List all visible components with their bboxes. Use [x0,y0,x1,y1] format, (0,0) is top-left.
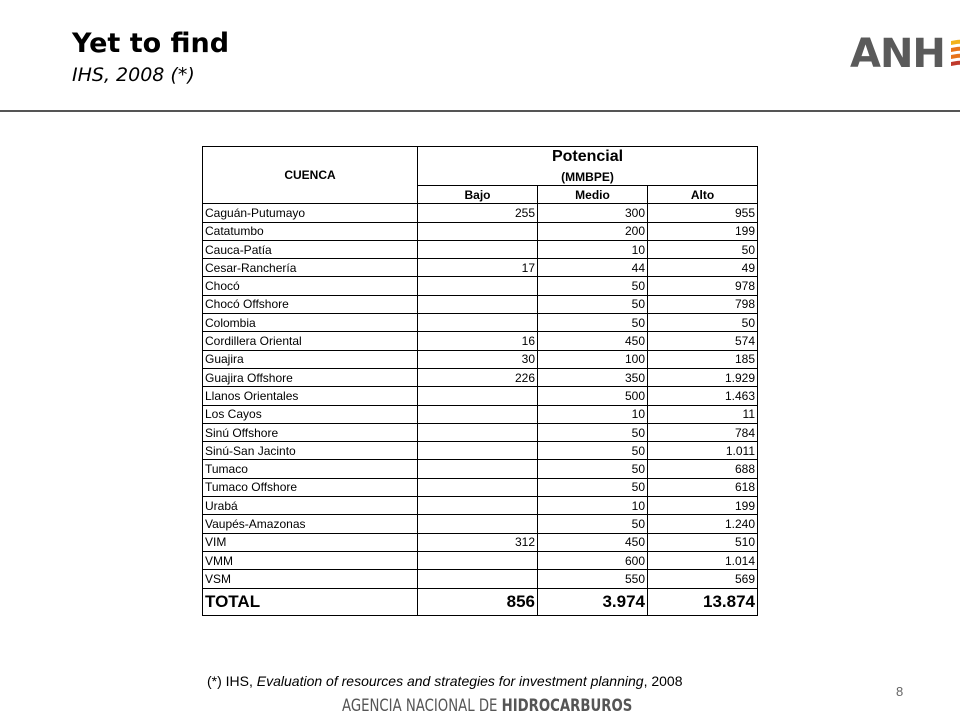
alto-cell: 1.463 [648,387,758,405]
medio-cell: 450 [538,332,648,350]
cuenca-cell: Colombia [203,314,418,332]
cuenca-cell: Sinú-San Jacinto [203,442,418,460]
bajo-cell [418,478,538,496]
table-row [203,533,758,551]
logo-stripes-icon [949,37,960,71]
medio-cell: 300 [538,204,648,222]
table-row [203,442,758,460]
total-row [203,588,758,615]
potential-table [202,146,758,616]
table-row [203,405,758,423]
alto-cell: 784 [648,423,758,441]
medio-cell: 50 [538,515,648,533]
alto-cell: 50 [648,314,758,332]
agency-regular: AGENCIA NACIONAL DE [342,696,502,716]
alto-cell: 199 [648,497,758,515]
medio-cell: 50 [538,442,648,460]
medio-cell: 50 [538,277,648,295]
bajo-cell [418,423,538,441]
medio-cell: 10 [538,405,648,423]
alto-cell: 11 [648,405,758,423]
medio-cell: 600 [538,551,648,569]
cuenca-cell: Guajira [203,350,418,368]
bajo-cell: 312 [418,533,538,551]
table-row [203,222,758,240]
footnote-title: Evaluation of resources and strategies for investment planning [256,673,644,689]
alto-cell: 1.240 [648,515,758,533]
table-row [203,515,758,533]
bajo-cell: 255 [418,204,538,222]
cuenca-cell: Cesar-Ranchería [203,259,418,277]
logo-text: ANH [850,31,945,77]
medio-cell: 200 [538,222,648,240]
alto-cell: 574 [648,332,758,350]
medio-cell: 450 [538,533,648,551]
alto-cell: 50 [648,240,758,258]
table-row [203,350,758,368]
medio-cell: 50 [538,478,648,496]
header-potencial-label: Potencial [551,148,624,165]
table-row [203,277,758,295]
bajo-cell [418,442,538,460]
cuenca-cell: VIM [203,533,418,551]
cuenca-cell: Los Cayos [203,405,418,423]
table-row [203,204,758,222]
alto-cell: 978 [648,277,758,295]
table-row [203,368,758,386]
bajo-cell: 30 [418,350,538,368]
header-medio: Medio [538,186,648,204]
alto-cell: 618 [648,478,758,496]
table-row [203,478,758,496]
table-row [203,314,758,332]
header-divider [0,110,960,112]
table-row [203,497,758,515]
anh-logo [850,31,960,77]
bajo-cell [418,405,538,423]
cuenca-cell: Vaupés-Amazonas [203,515,418,533]
medio-cell: 44 [538,259,648,277]
header-cuenca: CUENCA [203,147,418,204]
alto-cell: 955 [648,204,758,222]
footnote-prefix: (*) IHS, [207,673,257,689]
cuenca-cell: VSM [203,570,418,588]
cuenca-cell: VMM [203,551,418,569]
header-alto: Alto [648,186,758,204]
medio-cell: 50 [538,460,648,478]
table-row [203,387,758,405]
medio-cell: 50 [538,314,648,332]
medio-cell: 500 [538,387,648,405]
cuenca-cell: Sinú Offshore [203,423,418,441]
page-subtitle: IHS, 2008 (*) [72,64,195,86]
table-row [203,570,758,588]
cuenca-cell: Llanos Orientales [203,387,418,405]
header-potencial [418,147,758,186]
bajo-cell [418,387,538,405]
footnote-suffix: , 2008 [643,673,683,689]
total-medio: 3.974 [538,588,648,615]
table-row [203,240,758,258]
medio-cell: 50 [538,295,648,313]
table-row [203,259,758,277]
agency-footer [342,696,632,716]
bajo-cell: 17 [418,259,538,277]
table-row [203,295,758,313]
alto-cell: 185 [648,350,758,368]
cuenca-cell: Urabá [203,497,418,515]
alto-cell: 798 [648,295,758,313]
page-title: Yet to find [72,28,230,59]
alto-cell: 569 [648,570,758,588]
alto-cell: 199 [648,222,758,240]
medio-cell: 10 [538,497,648,515]
bajo-cell [418,240,538,258]
medio-cell: 550 [538,570,648,588]
alto-cell: 1.929 [648,368,758,386]
table-row [203,551,758,569]
table-row [203,460,758,478]
table-row [203,332,758,350]
bajo-cell [418,570,538,588]
bajo-cell [418,515,538,533]
alto-cell: 1.014 [648,551,758,569]
medio-cell: 50 [538,423,648,441]
cuenca-cell: Catatumbo [203,222,418,240]
bajo-cell [418,497,538,515]
total-alto: 13.874 [648,588,758,615]
cuenca-cell: Cordillera Oriental [203,332,418,350]
cuenca-cell: Tumaco Offshore [203,478,418,496]
alto-cell: 49 [648,259,758,277]
footnote [207,673,683,689]
cuenca-cell: Cauca-Patía [203,240,418,258]
cuenca-cell: Guajira Offshore [203,368,418,386]
bajo-cell: 16 [418,332,538,350]
cuenca-cell: Caguán-Putumayo [203,204,418,222]
bajo-cell [418,222,538,240]
agency-bold: HIDROCARBUROS [501,696,633,716]
total-label: TOTAL [203,588,418,615]
header-units: (MMBPE) [561,170,614,184]
medio-cell: 100 [538,350,648,368]
medio-cell: 350 [538,368,648,386]
page-number: 8 [896,684,904,699]
bajo-cell [418,295,538,313]
bajo-cell [418,460,538,478]
total-bajo: 856 [418,588,538,615]
medio-cell: 10 [538,240,648,258]
table-row [203,423,758,441]
cuenca-cell: Chocó Offshore [203,295,418,313]
alto-cell: 688 [648,460,758,478]
cuenca-cell: Chocó [203,277,418,295]
bajo-cell: 226 [418,368,538,386]
alto-cell: 510 [648,533,758,551]
bajo-cell [418,551,538,569]
header-bajo: Bajo [418,186,538,204]
bajo-cell [418,277,538,295]
alto-cell: 1.011 [648,442,758,460]
bajo-cell [418,314,538,332]
cuenca-cell: Tumaco [203,460,418,478]
